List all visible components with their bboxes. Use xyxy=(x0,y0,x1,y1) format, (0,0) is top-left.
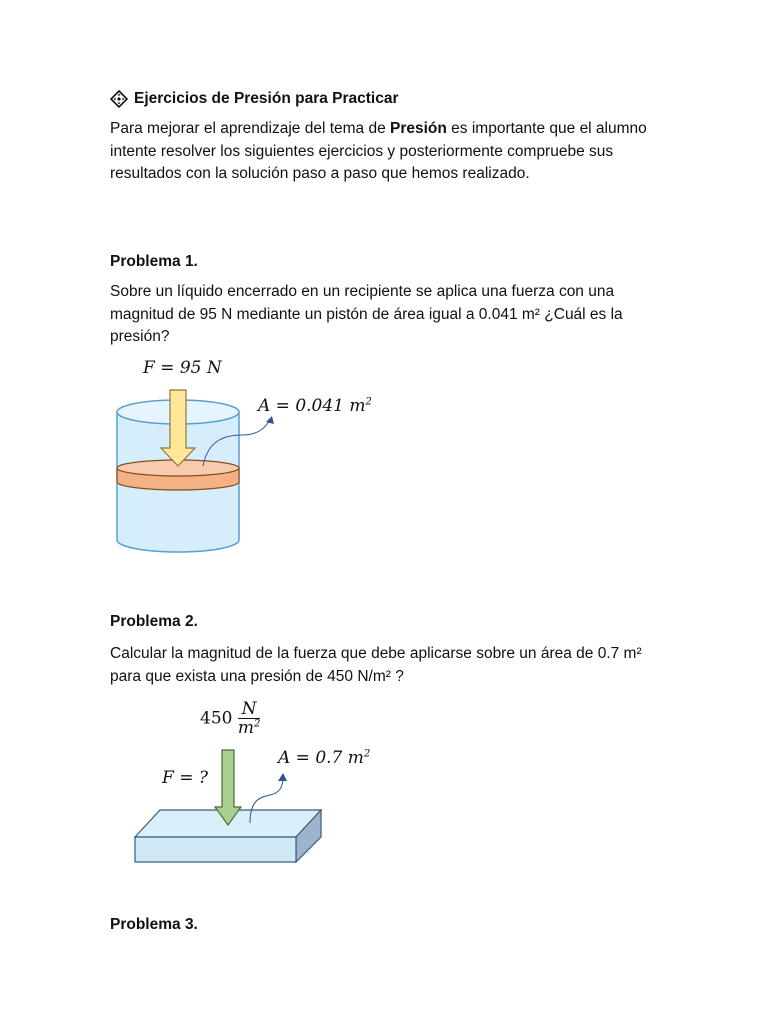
figure-1-area-exp: 2 xyxy=(365,396,372,408)
diamond-move-icon xyxy=(110,90,128,108)
figure-2-pressure-den-base: m xyxy=(237,718,254,738)
cylinder-figure xyxy=(100,380,300,560)
figure-2-pressure-den-exp: 2 xyxy=(253,718,261,730)
figure-2-pressure-num: N xyxy=(238,700,261,719)
figure-2-area-unit: m xyxy=(347,748,364,768)
section-heading xyxy=(110,88,670,111)
intro-after: es importante que el alumno intente resolver los siguientes ejercicios y posteriormente compruebe sus resultados con la solución paso a paso que hemos realizado. xyxy=(110,120,647,182)
figure-1-force-label: F = 95 N xyxy=(143,358,222,378)
figure-2-pressure-fraction xyxy=(238,700,261,737)
figure-1-area-unit: m xyxy=(349,396,366,416)
problem-2-title: Problema 2. xyxy=(110,613,198,630)
problem-1-title: Problema 1. xyxy=(110,253,198,270)
figure-2-pressure-den xyxy=(238,719,261,737)
intro-before: Para mejorar el aprendizaje del tema de xyxy=(110,120,391,137)
figure-2-force-label: F = ? xyxy=(162,768,208,788)
heading-text: Ejercicios de Presión para Practicar xyxy=(134,90,399,107)
figure-2-area-exp: 2 xyxy=(363,748,371,760)
figure-1-area-prefix: A = 0.041 xyxy=(258,396,350,416)
intro-bold: Presión xyxy=(390,120,447,137)
figure-2-pressure-value: 450 xyxy=(200,708,233,729)
problem-3-title: Problema 3. xyxy=(110,916,198,933)
figure-2-pressure-label xyxy=(200,700,260,737)
block-figure xyxy=(130,745,330,870)
problem-2-text: Calcular la magnitud de la fuerza que debe aplicarse sobre un área de 0.7 m² para que exista una presión de 450 N/m² ? xyxy=(110,645,642,685)
problem-1-text: Sobre un líquido encerrado en un recipiente se aplica una fuerza con una magnitud de 95 N mediante un pistón de área igual a 0.041 m² ¿Cuál es la presión? xyxy=(110,283,623,345)
figure-2-area-prefix: A = 0.7 xyxy=(278,748,348,768)
intro-paragraph xyxy=(110,118,670,186)
